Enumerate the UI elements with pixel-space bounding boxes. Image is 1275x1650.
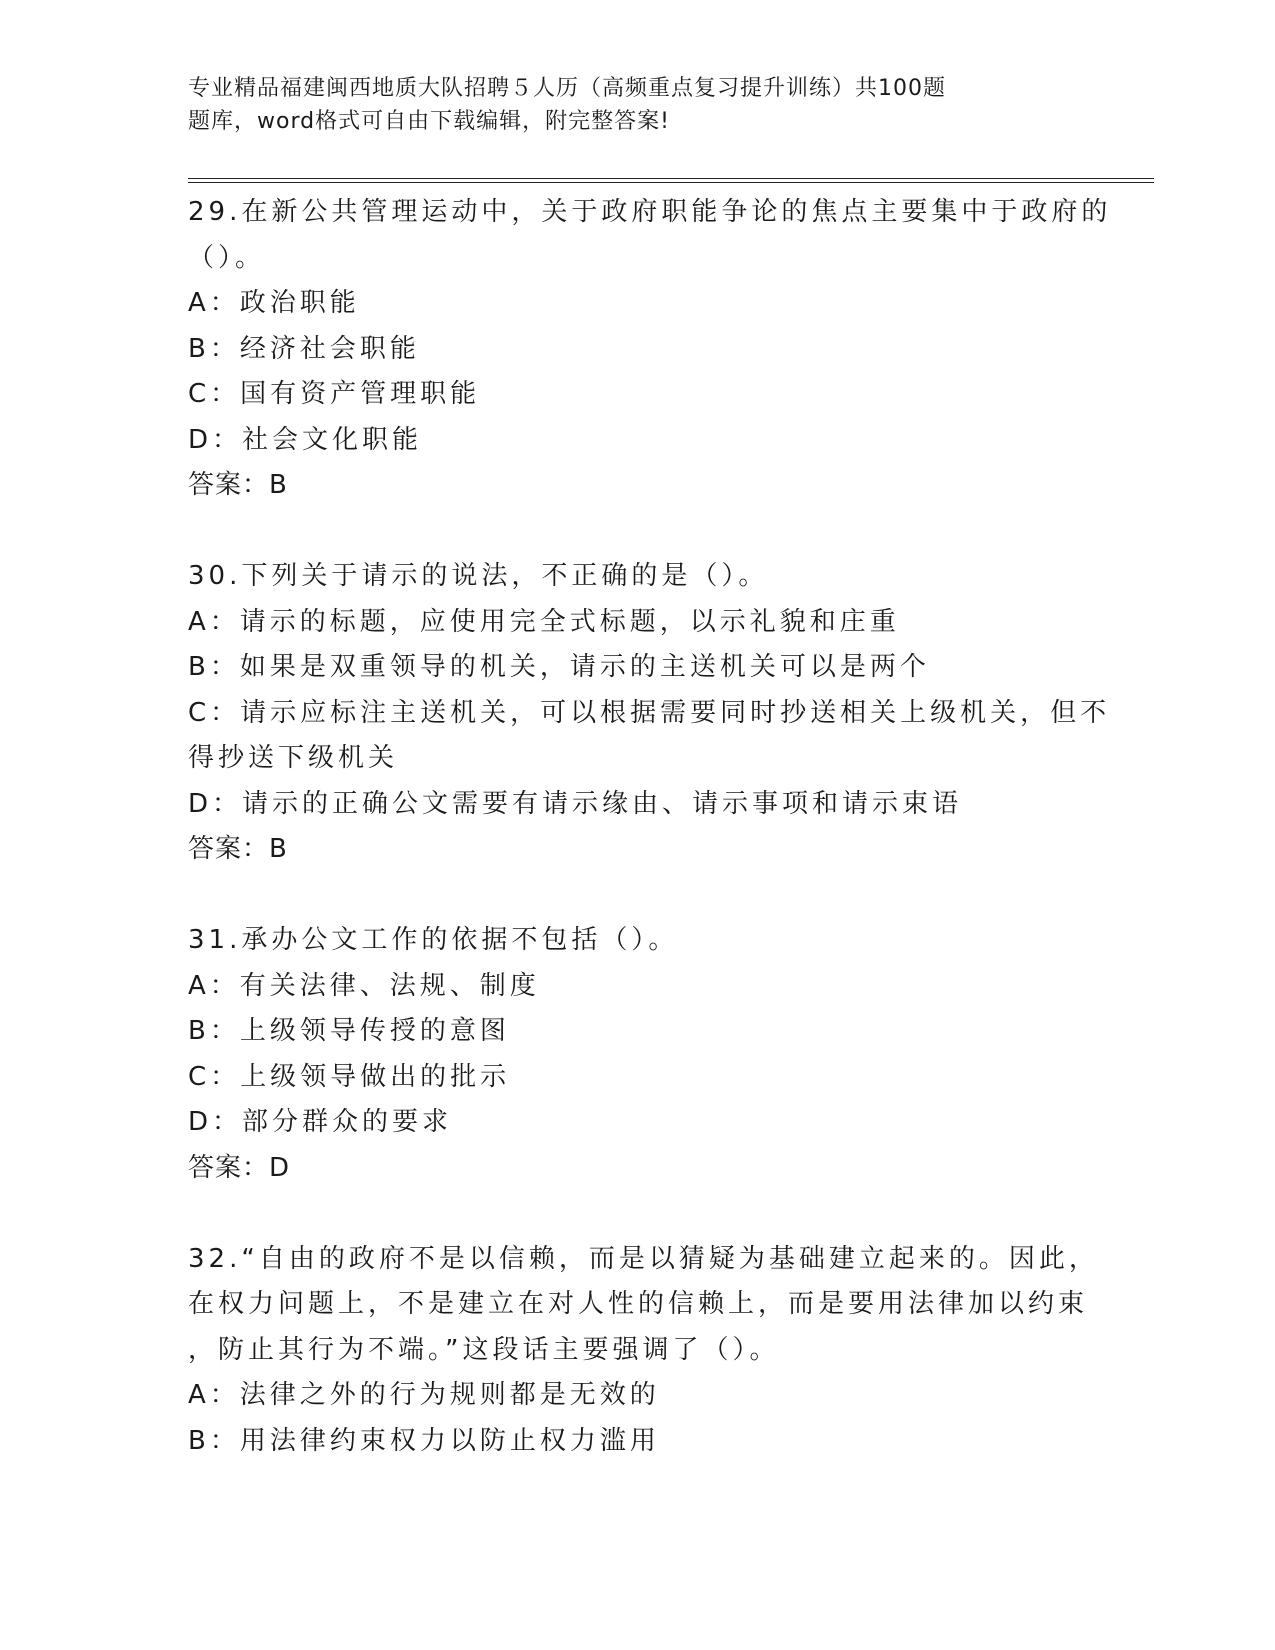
option-c-continued: 得抄送下级机关 [188, 743, 399, 773]
document-header [188, 72, 1068, 138]
answer-text: 答案：B [188, 834, 288, 864]
option-b: B：如果是双重领导的机关，请示的主送机关可以是两个 [188, 652, 930, 682]
answer-text: 答案：D [188, 1152, 291, 1183]
option-a: A：有关法律、法规、制度 [188, 970, 540, 1001]
question-item [188, 190, 1112, 509]
question-stem: ，防止其行为不端。”这段话主要强调了（）。 [188, 1334, 780, 1365]
question-stem: 29.在新公共管理运动中，关于政府职能争论的焦点主要集中于政府的 [188, 197, 1112, 227]
question-stem: 31.承办公文工作的依据不包括（）。 [188, 925, 679, 955]
question-stem: 32.“自由的政府不是以信赖，而是以猜疑为基础建立起来的。因此， [188, 1243, 1099, 1274]
option-a: A：请示的标题，应使用完全式标题，以示礼貌和庄重 [188, 606, 900, 637]
option-b: B：经济社会职能 [188, 333, 420, 364]
question-stem: （）。 [188, 242, 266, 273]
option-a: A：政治职能 [188, 288, 360, 318]
option-c: C：国有资产管理职能 [188, 379, 481, 409]
question-stem: 在权力问题上，不是建立在对人性的信赖上，而是要用法律加以约束 [188, 1289, 1089, 1319]
option-b: B：上级领导传授的意图 [188, 1016, 510, 1046]
answer-text: 答案：B [188, 470, 288, 500]
option-c: C：请示应标注主送机关，可以根据需要同时抄送相关上级机关，但不 [188, 697, 1111, 728]
option-d: D：社会文化职能 [188, 424, 423, 455]
option-b: B：用法律约束权力以防止权力滥用 [188, 1425, 660, 1456]
header-line-1: 专业精品福建闽西地质大队招聘５人历（高频重点复习提升训练）共100题 [188, 76, 946, 101]
option-d: D：请示的正确公文需要有请示缘由、请示事项和请示束语 [188, 788, 963, 819]
question-item [188, 1237, 1099, 1465]
question-list [188, 190, 1112, 1464]
option-c: C：上级领导做出的批示 [188, 1061, 511, 1092]
header-line-2: 题库，word格式可自由下载编辑，附完整答案! [188, 109, 670, 134]
header-divider [188, 178, 1154, 183]
question-item [188, 554, 1111, 873]
option-d: D：部分群众的要求 [188, 1107, 453, 1137]
option-a: A：法律之外的行为规则都是无效的 [188, 1380, 660, 1410]
question-item [188, 918, 1088, 1191]
question-stem: 30.下列关于请示的说法，不正确的是（）。 [188, 561, 769, 591]
